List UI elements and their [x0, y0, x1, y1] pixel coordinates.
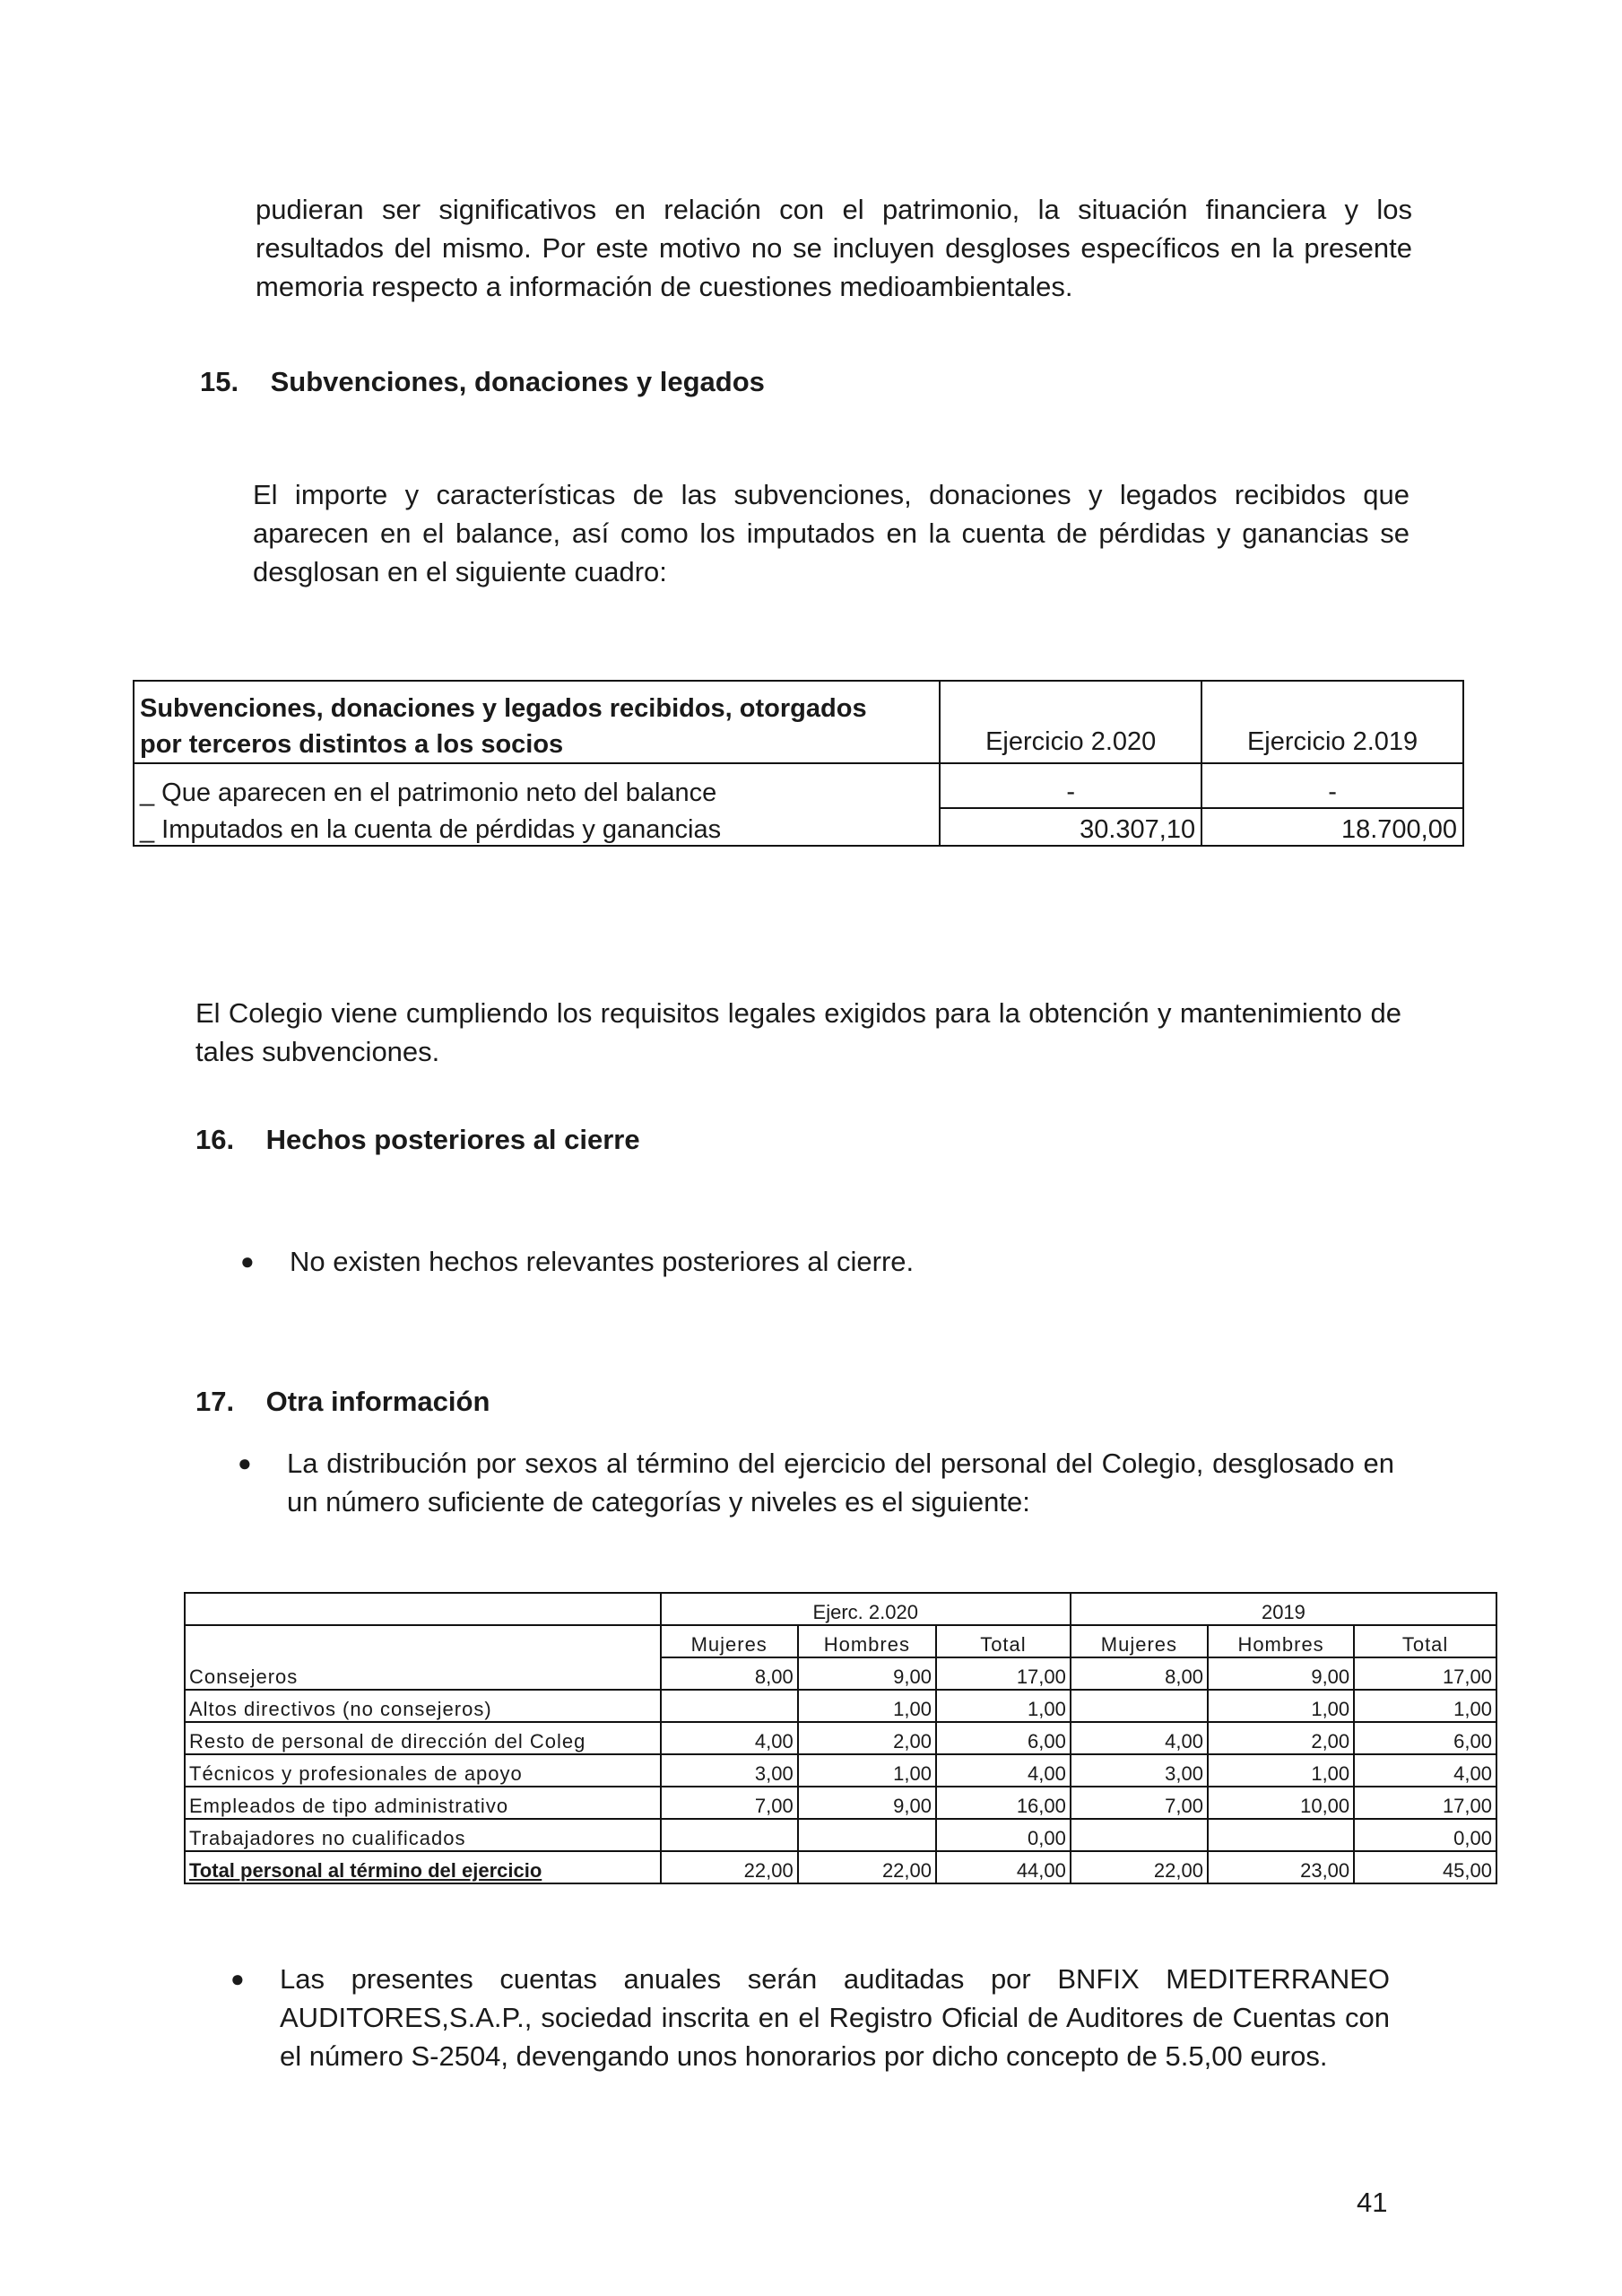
subsidies-header-line2: por terceros distintos a los socios — [140, 730, 564, 759]
cell: 4,00 — [1354, 1754, 1496, 1787]
section-16-bullet — [240, 1242, 1366, 1281]
cell: 17,00 — [1354, 1657, 1496, 1690]
row-label: Trabajadores no cualificados — [185, 1819, 661, 1851]
row-label: Consejeros — [185, 1657, 661, 1690]
cell: 6,00 — [936, 1722, 1071, 1754]
subsidies-header-line1: Subvenciones, donaciones y legados recibidos, otorgados — [140, 694, 867, 723]
section-17-bullet-2 — [230, 1960, 1390, 2075]
section-15-after-paragraph: El Colegio viene cumpliendo los requisitos legales exigidos para la obtención y mantenimiento de tales subvenciones. — [195, 997, 1401, 1067]
cell: 9,00 — [1208, 1657, 1354, 1690]
section-16-heading — [195, 1124, 640, 1156]
subheader-hombres-2020: Hombres — [798, 1625, 936, 1657]
section-15-number: 15. — [200, 366, 239, 397]
cell: 0,00 — [1354, 1819, 1496, 1851]
cell: 1,00 — [1208, 1754, 1354, 1787]
cell: 3,00 — [661, 1754, 798, 1787]
cell — [661, 1690, 798, 1722]
staff-group-2019: 2019 — [1071, 1593, 1496, 1625]
total-cell: 22,00 — [1071, 1851, 1208, 1883]
cell: 7,00 — [1071, 1787, 1208, 1819]
table-total-row — [185, 1851, 1496, 1883]
total-cell: 22,00 — [661, 1851, 798, 1883]
subsidies-table — [133, 680, 1464, 847]
cell: 8,00 — [661, 1657, 798, 1690]
cell: 10,00 — [1208, 1787, 1354, 1819]
cell: 4,00 — [936, 1754, 1071, 1787]
cell: 9,00 — [798, 1787, 936, 1819]
table-row — [185, 1819, 1496, 1851]
cell — [661, 1819, 798, 1851]
cell: 4,00 — [661, 1722, 798, 1754]
cell: 1,00 — [798, 1754, 936, 1787]
bullet-icon: ● — [240, 1248, 255, 1274]
cell: 1,00 — [798, 1690, 936, 1722]
subheader-mujeres-2019: Mujeres — [1071, 1625, 1208, 1657]
cell: 1,00 — [1208, 1690, 1354, 1722]
total-cell: 22,00 — [798, 1851, 936, 1883]
total-cell: 45,00 — [1354, 1851, 1496, 1883]
col-header-2019: Ejercicio 2.019 — [1201, 681, 1463, 763]
cell: 4,00 — [1071, 1722, 1208, 1754]
section-16-bullet-text: No existen hechos relevantes posteriores al cierre. — [290, 1246, 915, 1277]
table-row — [185, 1754, 1496, 1787]
subsidies-row-value-2019: 18.700,00 — [1201, 808, 1463, 846]
table-row — [185, 1690, 1496, 1722]
cell: 1,00 — [1354, 1690, 1496, 1722]
staff-distribution-table — [184, 1592, 1497, 1884]
row-label: Empleados de tipo administrativo — [185, 1787, 661, 1819]
row-label: Resto de personal de dirección del Coleg — [185, 1722, 661, 1754]
subsidies-header-cell — [134, 681, 940, 763]
table-row — [185, 1657, 1496, 1690]
subsidies-row-value-2019: - — [1201, 763, 1463, 808]
total-label: Total personal al término del ejercicio — [185, 1851, 661, 1883]
section-15-title: Subvenciones, donaciones y legados — [270, 366, 765, 397]
cell: 17,00 — [936, 1657, 1071, 1690]
section-17-number: 17. — [195, 1386, 235, 1417]
section-17-bullet-1-text: La distribución por sexos al término del ejercicio del personal del Colegio, desglosado en un número suficiente de categorías y niveles es el siguiente: — [287, 1448, 1394, 1518]
section-15-heading — [200, 366, 765, 398]
cell — [1208, 1819, 1354, 1851]
total-cell: 44,00 — [936, 1851, 1071, 1883]
cell: 0,00 — [936, 1819, 1071, 1851]
cell: 2,00 — [798, 1722, 936, 1754]
cell: 7,00 — [661, 1787, 798, 1819]
cell: 9,00 — [798, 1657, 936, 1690]
cell — [1071, 1690, 1208, 1722]
subheader-total-2020: Total — [936, 1625, 1071, 1657]
staff-corner-cell — [185, 1593, 661, 1625]
cell — [798, 1819, 936, 1851]
subsidies-row-label: _ Que aparecen en el patrimonio neto del balance — [134, 763, 940, 808]
section-17-bullet-2-text: Las presentes cuentas anuales serán auditadas por BNFIX MEDITERRANEO AUDITORES,S.A.P., sociedad inscrita en el Registro Oficial de Auditores de Cuentas con el número S-2504, devengando unos honorarios por dicho concepto de 5.5,00 euros. — [280, 1963, 1390, 2072]
cell: 6,00 — [1354, 1722, 1496, 1754]
section-17-heading — [195, 1386, 490, 1418]
row-label: Técnicos y profesionales de apoyo — [185, 1754, 661, 1787]
subheader-hombres-2019: Hombres — [1208, 1625, 1354, 1657]
col-header-2020: Ejercicio 2.020 — [940, 681, 1201, 763]
cell — [1071, 1819, 1208, 1851]
intro-paragraph: pudieran ser significativos en relación con el patrimonio, la situación financiera y los resultados del mismo. Por este motivo no se incluyen desgloses específicos en la presente memoria respecto a información de cuestiones medioambientales. — [256, 194, 1412, 302]
table-row — [185, 1787, 1496, 1819]
section-15-paragraph: El importe y características de las subvenciones, donaciones y legados recibidos que aparecen en el balance, así como los imputados en la cuenta de pérdidas y ganancias se desglosan en el siguiente cuadro: — [253, 479, 1409, 587]
subsidies-row-value-2020: 30.307,10 — [940, 808, 1201, 846]
staff-table-body — [185, 1657, 1496, 1883]
subheader-total-2019: Total — [1354, 1625, 1496, 1657]
bullet-icon: ● — [238, 1449, 252, 1476]
table-row — [185, 1722, 1496, 1754]
row-label: Altos directivos (no consejeros) — [185, 1690, 661, 1722]
section-17-title: Otra información — [265, 1386, 490, 1417]
section-16-number: 16. — [195, 1124, 235, 1155]
subsidies-row-label: _ Imputados en la cuenta de pérdidas y ganancias — [134, 808, 940, 846]
staff-group-2020: Ejerc. 2.020 — [661, 1593, 1071, 1625]
cell: 17,00 — [1354, 1787, 1496, 1819]
cell: 8,00 — [1071, 1657, 1208, 1690]
section-17-bullet-1 — [238, 1444, 1394, 1521]
subheader-mujeres-2020: Mujeres — [661, 1625, 798, 1657]
subsidies-row-value-2020: - — [940, 763, 1201, 808]
page-number: 41 — [1357, 2187, 1388, 2218]
bullet-icon: ● — [230, 1965, 245, 1992]
section-16-title: Hechos posteriores al cierre — [265, 1124, 640, 1155]
cell: 2,00 — [1208, 1722, 1354, 1754]
cell: 3,00 — [1071, 1754, 1208, 1787]
staff-subheader-blank — [185, 1625, 661, 1657]
total-cell: 23,00 — [1208, 1851, 1354, 1883]
cell: 1,00 — [936, 1690, 1071, 1722]
cell: 16,00 — [936, 1787, 1071, 1819]
